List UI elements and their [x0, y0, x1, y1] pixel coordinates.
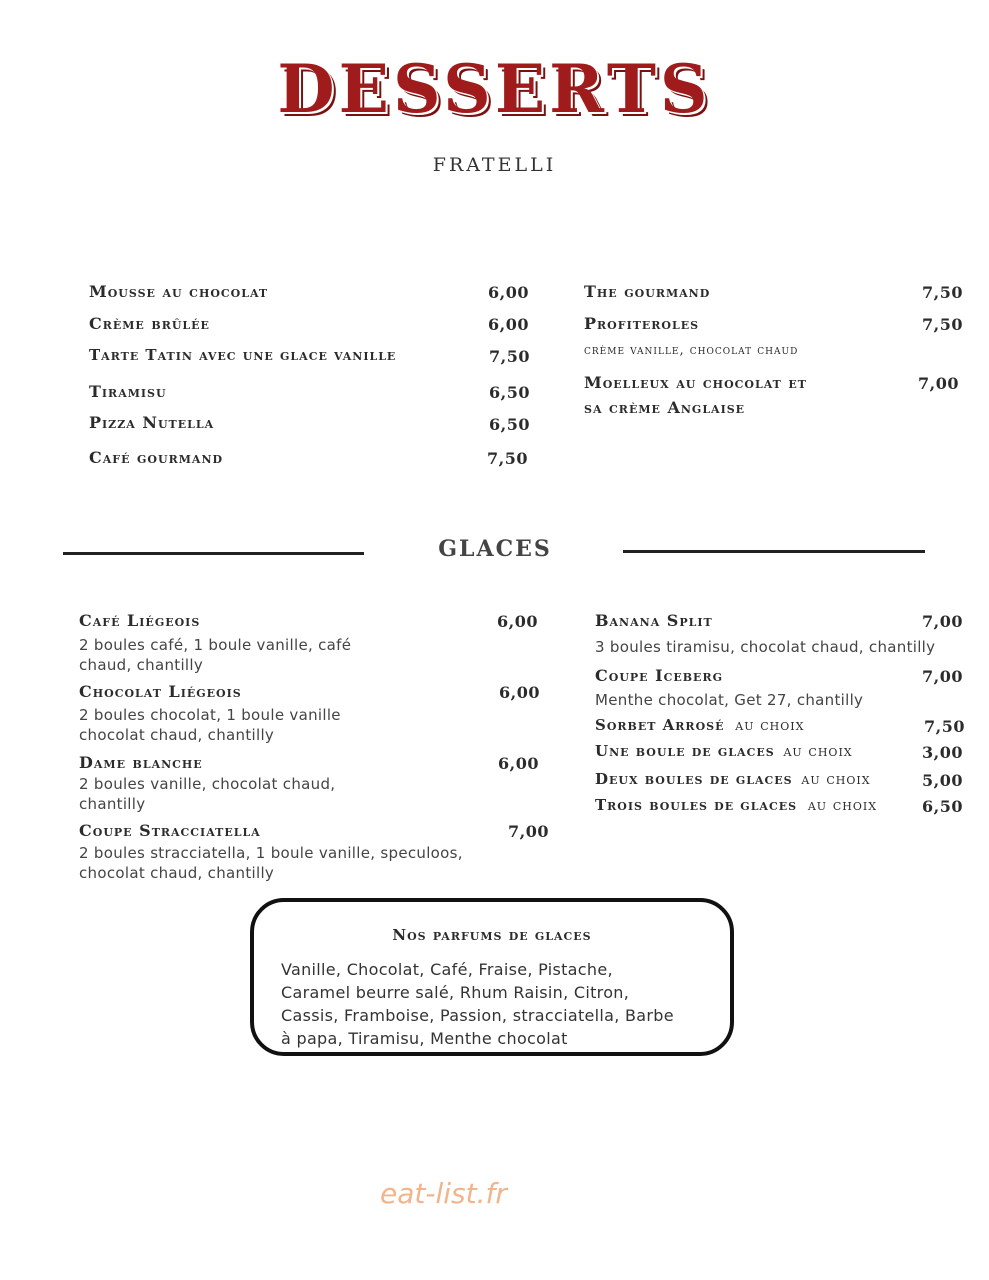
- glace-suffix: au choix: [801, 770, 871, 788]
- glace-name: Banana Split: [595, 611, 713, 630]
- glace-name: Deux boules de glaces: [595, 770, 793, 788]
- dessert-price: 7,50: [922, 315, 963, 334]
- flavors-line: Caramel beurre salé, Rhum Raisin, Citron,: [281, 983, 630, 1002]
- dessert-price: 7,50: [487, 449, 528, 468]
- flavors-list: [281, 958, 721, 1050]
- dessert-name: Mousse au chocolat: [89, 282, 269, 301]
- glace-price: 6,00: [498, 754, 539, 773]
- glace-name: Chocolat Liégeois: [79, 682, 242, 701]
- flavors-line: Vanille, Chocolat, Café, Fraise, Pistache,: [281, 960, 613, 979]
- description-line: chocolat chaud, chantilly: [79, 864, 275, 882]
- description-line: chaud, chantilly: [79, 656, 204, 674]
- glace-description: [79, 843, 463, 883]
- glace-name: Coupe Iceberg: [595, 666, 723, 685]
- glace-item: [595, 716, 804, 734]
- glace-price: 3,00: [922, 743, 963, 762]
- glace-name: Trois boules de glaces: [595, 796, 798, 814]
- dessert-name: Profiteroles: [584, 314, 700, 333]
- dessert-name: The gourmand: [584, 282, 711, 301]
- glace-price: 7,50: [924, 717, 965, 736]
- flavors-line: Cassis, Framboise, Passion, stracciatella, Barbe: [281, 1006, 674, 1025]
- section-divider-left: [63, 552, 364, 555]
- page-title: DESSERTS: [277, 50, 712, 128]
- flavors-line: à papa, Tiramisu, Menthe chocolat: [281, 1029, 568, 1048]
- glace-price: 7,00: [922, 612, 963, 631]
- glace-description: 3 boules tiramisu, chocolat chaud, chantilly: [595, 638, 936, 656]
- dessert-name: Tiramisu: [89, 382, 167, 401]
- description-line: 2 boules chocolat, 1 boule vanille: [79, 706, 341, 724]
- glace-suffix: au choix: [783, 742, 853, 760]
- description-line: chocolat chaud, chantilly: [79, 726, 275, 744]
- glace-name: Sorbet Arrosé: [595, 716, 725, 734]
- dessert-name: Crème brûlée: [89, 314, 210, 333]
- dessert-name: Café gourmand: [89, 448, 224, 467]
- glace-description: [79, 705, 341, 745]
- dessert-name: Moelleux au chocolat et: [584, 373, 807, 392]
- glace-item: [595, 742, 853, 760]
- dessert-price: 6,00: [488, 315, 529, 334]
- glace-item: [595, 796, 877, 814]
- dessert-price: 7,50: [922, 283, 963, 302]
- glace-price: 6,00: [499, 683, 540, 702]
- dessert-price: 6,50: [489, 415, 530, 434]
- glace-price: 7,00: [922, 667, 963, 686]
- glace-suffix: au choix: [735, 716, 805, 734]
- glace-name: Café Liégeois: [79, 611, 201, 630]
- glace-suffix: au choix: [807, 796, 878, 814]
- dessert-price: 7,50: [489, 347, 530, 366]
- description-line: chantilly: [79, 795, 146, 813]
- dessert-price: 6,50: [489, 383, 530, 402]
- glace-item: [595, 770, 871, 788]
- glace-description: Menthe chocolat, Get 27, chantilly: [595, 691, 864, 709]
- glace-description: [79, 774, 335, 814]
- watermark: eat-list.fr: [380, 1177, 507, 1210]
- restaurant-name: FRATELLI: [432, 154, 557, 176]
- glace-name: Dame blanche: [79, 753, 203, 772]
- glace-price: 6,00: [497, 612, 538, 631]
- description-line: 2 boules vanille, chocolat chaud,: [79, 775, 336, 793]
- dessert-note: crème vanille, chocolat chaud: [584, 343, 799, 358]
- dessert-name: Pizza Nutella: [89, 413, 215, 432]
- glace-price: 7,00: [508, 822, 549, 841]
- flavors-title: Nos parfums de glaces: [392, 926, 592, 944]
- dessert-price: 6,00: [488, 283, 529, 302]
- section-divider-right: [623, 550, 925, 553]
- glace-price: 6,50: [922, 797, 963, 816]
- glace-price: 5,00: [922, 771, 963, 790]
- glace-name: Une boule de glaces: [595, 742, 775, 760]
- dessert-price: 7,00: [918, 374, 959, 393]
- dessert-name-continued: sa crème Anglaise: [584, 398, 746, 417]
- section-title: GLACES: [438, 536, 552, 562]
- glace-name: Coupe Stracciatella: [79, 821, 261, 840]
- description-line: 2 boules café, 1 boule vanille, café: [79, 636, 352, 654]
- glace-description: [79, 635, 351, 675]
- dessert-name: Tarte Tatin avec une glace vanille: [89, 346, 397, 364]
- description-line: 2 boules stracciatella, 1 boule vanille, speculoos,: [79, 844, 463, 862]
